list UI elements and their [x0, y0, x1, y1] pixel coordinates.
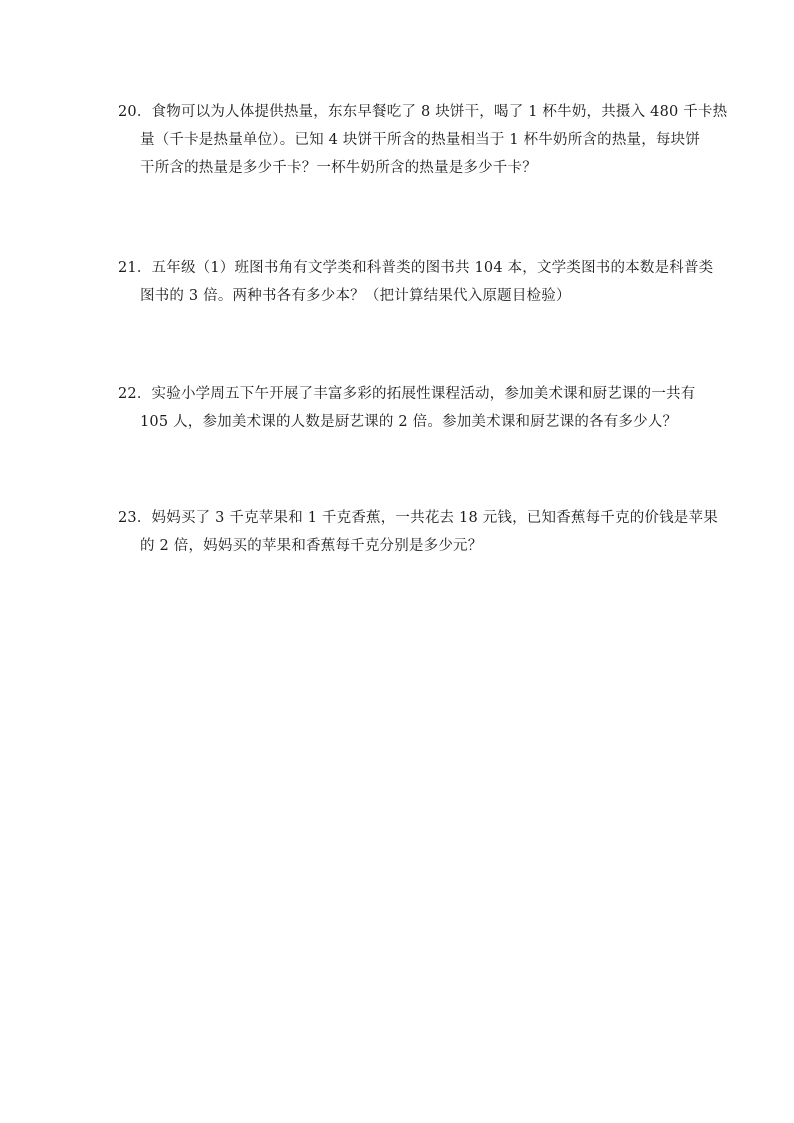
- question-22-line-1: 22．实验小学周五下午开展了丰富多彩的拓展性课程活动，参加美术课和厨艺课的一共有: [118, 386, 696, 402]
- question-23-line-1: 23．妈妈买了 3 千克苹果和 1 千克香蕉，一共花去 18 元钱，已知香蕉每千克的价钱是苹果: [118, 510, 718, 526]
- question-20-line-1: 20．食物可以为人体提供热量，东东早餐吃了 8 块饼干，喝了 1 杯牛奶，共摄入 480 千卡热: [118, 104, 728, 120]
- question-21-line-2: 图书的 3 倍。两种书各有多少本？（把计算结果代入原题目检验）: [140, 288, 571, 304]
- question-21: [118, 254, 714, 310]
- question-23-line-2: 的 2 倍，妈妈买的苹果和香蕉每千克分别是多少元？: [140, 538, 483, 554]
- question-21-line-1: 21．五年级（1）班图书角有文学类和科普类的图书共 104 本，文学类图书的本数是科普类: [118, 260, 714, 276]
- question-20: [118, 98, 728, 182]
- question-20-line-2: 量（千卡是热量单位）。已知 4 块饼干所含的热量相当于 1 杯牛奶所含的热量，每块饼: [140, 132, 701, 148]
- question-22: [118, 380, 696, 436]
- question-20-line-3: 干所含的热量是多少千卡？一杯牛奶所含的热量是多少千卡？: [140, 160, 537, 176]
- question-23: [118, 504, 718, 560]
- question-22-line-2: 105 人，参加美术课的人数是厨艺课的 2 倍。参加美术课和厨艺课的各有多少人？: [140, 414, 678, 430]
